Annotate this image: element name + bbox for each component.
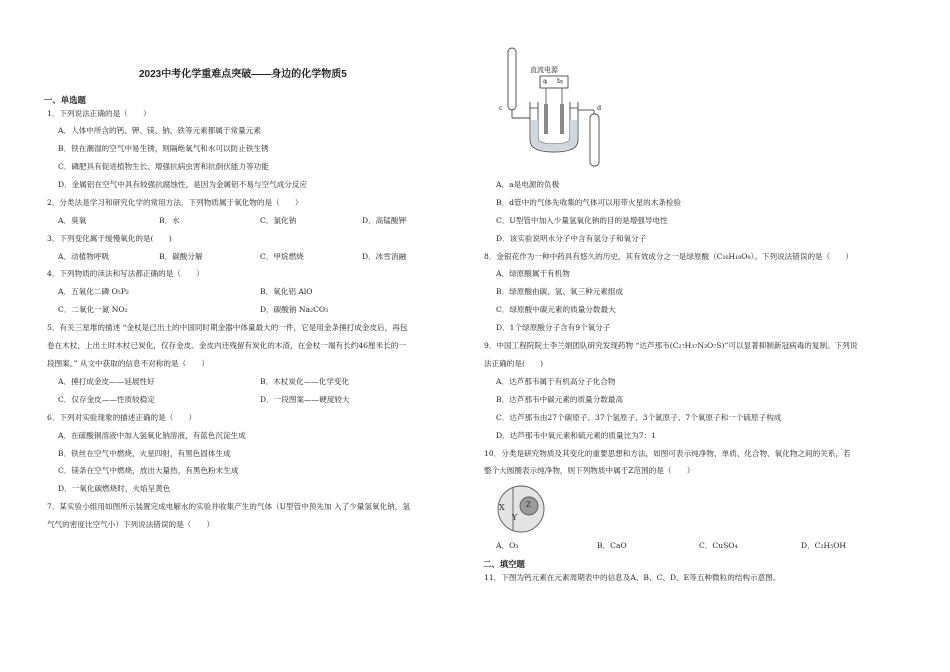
q6-stem: 6．下列对实验现象的描述正确的是（ ） (47, 413, 197, 422)
page-title: 2023中考化学重难点突破——身边的化学物质5 (139, 69, 347, 80)
q4-option-a: A．五氧化二磷 O₅P₂ (58, 287, 129, 296)
q9-option-c: C．达芦那韦由27个碳原子、37个氢原子、3个氮原子、7个氧原子和一个硫原子构成 (496, 413, 782, 422)
q10-option-a: A．O₃ (496, 541, 519, 550)
diagram-label-a: a (543, 78, 547, 85)
q3-option-d: D．冰雪消融 (362, 252, 407, 261)
q7-stem-line-2: 气气的密度比空气小）下列说法错误的是（ ） (47, 520, 215, 529)
q5-stem-line-3: 段图案。” 从文中获取的信息不对称的是（ ） (47, 359, 209, 368)
q1-option-d: D．金属铝在空气中具有较强抗腐蚀性，是因为金属铝不易与空气成分反应 (58, 180, 308, 189)
section-heading-single-choice: 一、单选题 (44, 95, 86, 105)
q5-stem-line-2: 卷在木杖，上出土时木杖已炭化，仅存金皮。金皮内还残留有炭化的木渣，在金杖一端有长约46厘米长的一 (47, 341, 406, 350)
q3-option-a: A．动植物呼吸 (58, 252, 110, 261)
q10-option-c: C．CuSO₄ (699, 541, 738, 550)
diagram-label-c: c (499, 104, 503, 112)
q8-option-c: C．绿原酸中碳元素的质量分数最大 (496, 305, 616, 314)
venn-label-x: X (499, 503, 505, 512)
section-heading-fill-blank: 二、填空题 (483, 559, 525, 569)
q1-stem: 1．下列说法正确的是（ ） (47, 109, 151, 118)
q9-option-a: A．达芦那韦属于有机高分子化合物 (496, 377, 616, 386)
q10-stem-line-1: 10．分类是研究物质及其变化的重要思想和方法，如图可表示纯净物、单质、化合物、氧化物之间的关系，若 (484, 449, 851, 458)
q9-stem-line-1: 9．中国工程院院士李兰娟团队研究发现药物 “达芦那韦(C₂₇H₃₇N₃O₇S)”可以显著抑制新冠病毒的复制。下列说 (484, 341, 858, 350)
diagram-power-label: 直流电源 (530, 66, 558, 74)
q10-stem-line-2: 整个大圆圈表示纯净物，则下列物质中属于Z范围的是（ ） (484, 466, 695, 475)
q5-stem-line-1: 5．有关三星堆的描述 “金杖是已出土的中国同时期金器中体量最大的一件，它是用金条捶打成金皮后，再包 (47, 323, 408, 332)
q4-stem: 4．下列物质的读法和写法都正确的是（ ） (47, 269, 204, 278)
q1-option-b: B．铁在潮湿的空气中易生锈，则隔绝氧气和水可以防止铁生锈 (58, 144, 269, 153)
venn-label-y: Y (512, 513, 518, 522)
q5-option-c: C．仅存金皮——性质较稳定 (58, 395, 155, 404)
q2-option-c: C．氯化钠 (260, 216, 297, 225)
q10-option-b: B．CaO (597, 541, 627, 550)
q1-option-c: C．磷肥具有促进植物生长、增强抗病虫害和抗倒伏能力等功能 (58, 162, 269, 171)
q8-option-b: B．绿原酸由碳、氢、氧三种元素组成 (496, 287, 624, 296)
q2-option-a: A．臭氧 (58, 216, 87, 225)
q11-stem: 11．下图为钙元素在元素周期表中的信息及A、B、C、D、E等五种微粒的结构示意图。 (484, 573, 781, 582)
q9-stem-line-2: 法正确的是( ) (484, 359, 544, 368)
diagram-label-b: b (557, 78, 561, 85)
q3-option-c: C．甲烷燃烧 (260, 252, 304, 261)
q10-option-d: D．C₂H₅OH (801, 541, 847, 550)
q9-option-b: B．达芦那韦中碳元素的质量分数最高 (496, 395, 624, 404)
diagram-label-d: d (597, 104, 602, 112)
q5-option-b: B．木杖炭化——化学变化 (260, 377, 350, 386)
q7-option-d: D．该实验说明水分子中含有氢分子和氧分子 (496, 234, 647, 243)
q6-option-a: A．在硫酸铜溶液中加入氢氧化钠溶液，有蓝色沉淀生成 (58, 431, 246, 440)
q7-stem-line-1: 7．某实验小组用如图所示装置完成电解水的实验并收集产生的气体（U型管中预先加 入了少量氢氧化钠，氢 (47, 502, 410, 511)
q5-option-d: D．一段图案——硬度较大 (260, 395, 350, 404)
q4-option-b: B．氧化铝 AlO (260, 287, 313, 296)
q8-option-d: D．1个绿原酸分子含有9个氧分子 (496, 323, 611, 332)
q3-stem: 3．下列变化属于缓慢氧化的是( ) (47, 234, 172, 243)
q2-option-b: B．水 (159, 216, 180, 225)
q7-option-a: A．a是电源的负极 (496, 180, 560, 189)
q7-option-b: B．d管中的气体先收集的气体可以用带火星的木条检验 (496, 198, 682, 207)
q9-option-d: D．达芦那韦中氧元素和硫元素的质量比为7：1 (496, 431, 657, 440)
venn-label-z: Z (526, 501, 531, 509)
q2-option-d: D．高锰酸钾 (362, 216, 407, 225)
q1-option-a: A．人体中所含的钙、钾、镁、钠、铁等元素都属于常量元素 (58, 126, 261, 135)
q3-option-b: B．碳酸分解 (159, 252, 203, 261)
q6-option-d: D．一氧化碳燃烧时，火焰呈黄色 (58, 484, 171, 493)
q4-option-d: D．碳酸钠 Na₂CO₃ (260, 305, 329, 314)
q6-option-c: C．镁条在空气中燃烧，放出大量热，有黑色粉末生成 (58, 466, 239, 475)
q6-option-b: B．铁丝在空气中燃烧，火星四射，有黑色固体生成 (58, 449, 231, 458)
q7-option-c: C．U型管中加入少量氢氧化钠的目的是增强导电性 (496, 216, 668, 225)
q8-option-a: A．绿原酸属于有机物 (496, 269, 570, 278)
q5-option-a: A．捶打成金皮——延展性好 (58, 377, 155, 386)
q2-stem: 2．分类法是学习和研究化学的常用方法．下列物质属于氧化物的是（ ） (47, 198, 303, 207)
q8-stem: 8．金银花作为一种中药具有悠久的历史，其有效成分之一是绿原酸（C₁₆H₁₈O₉）。下列说法错误的是（ ） (484, 252, 854, 261)
q4-option-c: C．二氧化一氮 NO₂ (58, 305, 128, 314)
